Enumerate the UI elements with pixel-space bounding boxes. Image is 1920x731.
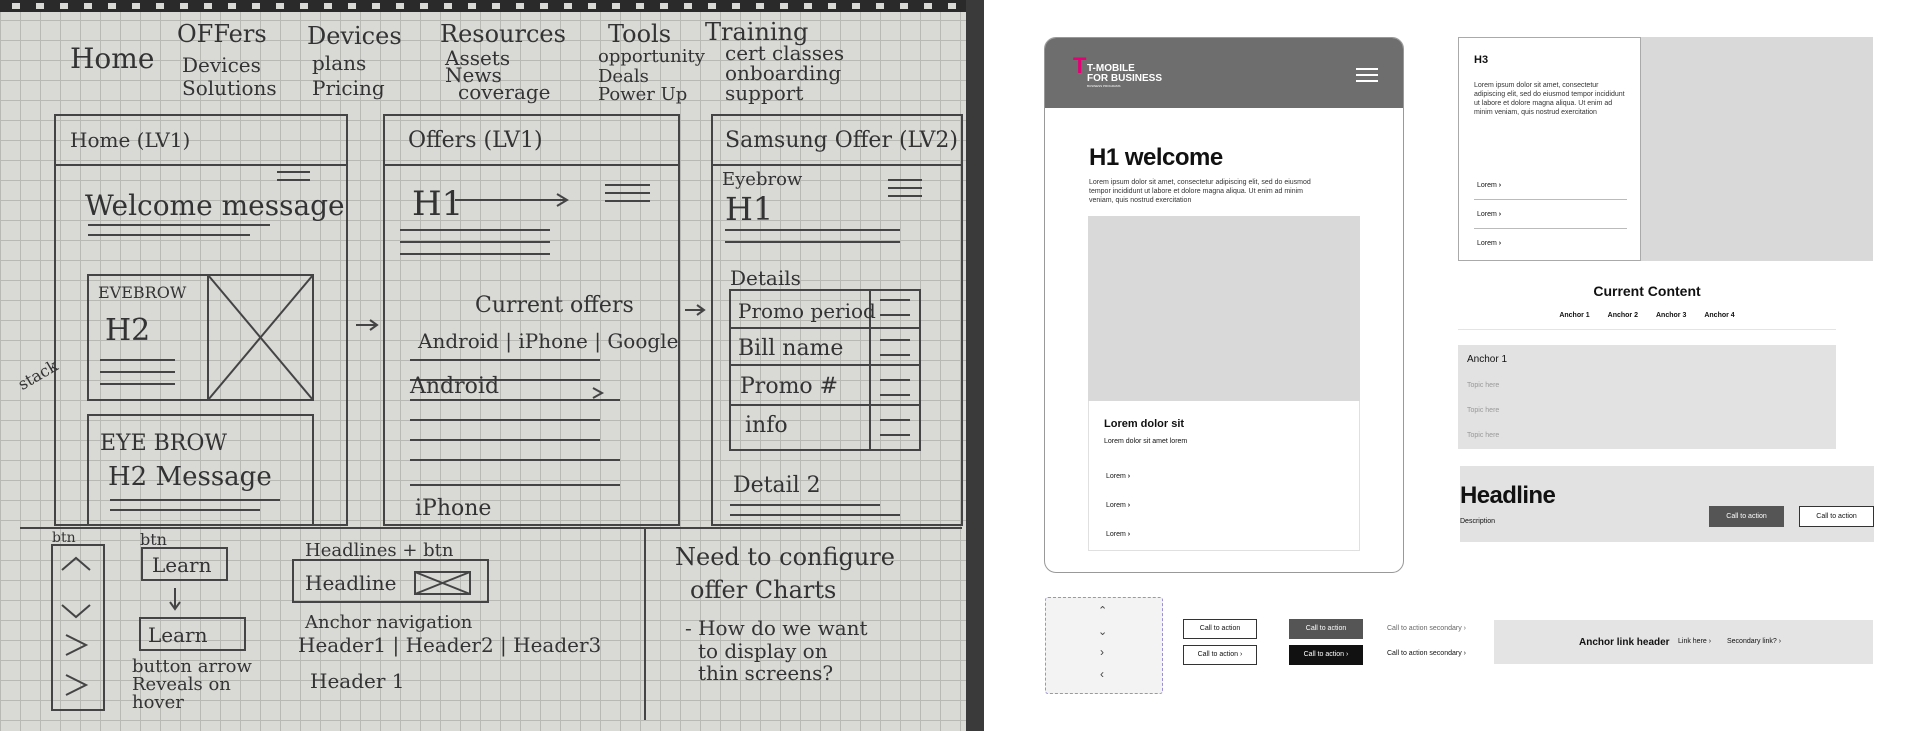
sketch-sub-4-2: support <box>725 81 804 105</box>
anchor-tab-1[interactable]: Anchor 1 <box>1559 312 1590 319</box>
h3-component <box>1458 37 1873 261</box>
sketch-eyebrow1: EVEBROW <box>98 283 187 302</box>
sketch-panel3-eyebrow: Eyebrow <box>722 169 803 190</box>
sketch-nav-resources: Resources <box>440 20 566 48</box>
cta-label: Call to action <box>1303 651 1345 658</box>
chevron-right-icon: › <box>1346 651 1349 658</box>
sketch-nav-training: Training <box>705 18 809 46</box>
anchor-tabs <box>1458 312 1836 319</box>
hamburger-menu-icon[interactable] <box>1356 68 1378 86</box>
sketch-nav-offers: OFFers <box>177 20 267 48</box>
sketch-headlines: Headlines + btn <box>305 540 454 561</box>
banner-description: Description <box>1460 518 1496 525</box>
sketch-android: Android <box>410 374 500 399</box>
cta-secondary-label: Call to action secondary <box>1387 650 1462 657</box>
sketch-panel1-title: Home (LV1) <box>70 128 191 152</box>
sketch-nav-devices: Devices <box>307 22 402 50</box>
sketch-h2: H2 <box>105 313 151 348</box>
sketch-row-1: Bill name <box>738 336 844 361</box>
sketch-welcome: Welcome message <box>85 189 345 222</box>
sketch-note-0: Need to configure <box>675 543 895 571</box>
sketch-panel3-h1: H1 <box>725 190 774 228</box>
sketch-learn1: Learn <box>152 553 212 577</box>
sketch-current-offers: Current offers <box>475 293 634 318</box>
cta-black-arrow-button[interactable] <box>1289 645 1363 665</box>
sketch-row-2: Promo # <box>740 374 839 399</box>
anchor-link-header-title: Anchor link header <box>1579 637 1670 648</box>
divider <box>1458 329 1836 330</box>
sketch-panel3-title: Samsung Offer (LV2) <box>725 128 958 153</box>
chevron-right-icon: › <box>1463 625 1467 632</box>
sketch-stack: stack <box>14 355 62 394</box>
sketch-sub-0-0: Devices <box>182 53 261 77</box>
chevron-right-icon: › <box>1463 650 1467 657</box>
tmobile-t-icon: T <box>1073 53 1087 78</box>
topic-2[interactable]: Topic here <box>1467 407 1500 414</box>
sketch-row-3: info <box>745 413 788 438</box>
page-title: H1 welcome <box>1089 144 1223 171</box>
card-link-2[interactable]: Lorem › <box>1106 502 1130 509</box>
sketch-sub-1-0: plans <box>312 51 367 75</box>
divider <box>1474 199 1627 200</box>
sketch-headers: Header1 | Header2 | Header3 <box>298 633 602 657</box>
link-here-label: Link here <box>1678 638 1707 645</box>
hero-image-placeholder <box>1088 216 1360 401</box>
sketch-nav-tools: Tools <box>608 20 672 48</box>
sketch-arrow-note-0: button arrow <box>132 656 252 677</box>
sketch-panel2-title: Offers (LV1) <box>408 128 543 153</box>
h3-card <box>1458 37 1641 261</box>
h3-link-2[interactable]: Lorem › <box>1477 211 1501 218</box>
logo-top-text: T-MOBILE <box>1087 63 1135 74</box>
h3-image-placeholder <box>1641 37 1873 261</box>
cta-dark-button[interactable]: Call to action <box>1289 619 1363 639</box>
cta-secondary-label: Call to action secondary <box>1387 625 1462 632</box>
cta-outline-button[interactable]: Call to action <box>1183 619 1257 639</box>
cta-secondary-link-gray[interactable] <box>1387 625 1466 632</box>
h3-title: H3 <box>1474 54 1489 66</box>
secondary-link[interactable] <box>1727 638 1781 645</box>
chevron-up-icon[interactable]: ⌃ <box>1098 605 1108 617</box>
card-subtitle: Lorem dolor sit amet lorem <box>1104 438 1188 445</box>
chevron-left-icon[interactable]: ‹ <box>1100 667 1104 681</box>
sketch-sub-3-1: Deals <box>598 66 649 87</box>
sketch-note-2: - How do we want <box>685 616 868 640</box>
tmobile-logo[interactable] <box>1073 53 1163 88</box>
anchor-panel <box>1458 345 1836 449</box>
banner-cta-secondary[interactable]: Call to action <box>1799 506 1874 527</box>
card-link-1[interactable]: Lorem › <box>1106 473 1130 480</box>
sketch-anchor-nav: Anchor navigation <box>305 612 473 633</box>
sketch-sub-1-1: Pricing <box>312 76 385 100</box>
headline-banner <box>1460 466 1874 542</box>
banner-headline: Headline <box>1460 482 1556 509</box>
h3-link-1[interactable]: Lorem › <box>1477 182 1501 189</box>
sketch-sub-4-1: onboarding <box>725 61 842 85</box>
sketch-arrow-note-1: Reveals on <box>132 674 231 695</box>
chevron-down-icon[interactable]: ⌄ <box>1098 626 1108 638</box>
cta-secondary-link[interactable] <box>1387 650 1466 657</box>
sketch-sub-0-1: Solutions <box>182 76 277 100</box>
sketch-note-4: thin screens? <box>698 661 834 685</box>
sketch-btn2: btn <box>140 530 167 549</box>
chevron-right-icon: › <box>1240 651 1243 658</box>
chevron-right-icon: › <box>1778 638 1782 645</box>
sketch-nav-home: Home <box>70 42 155 75</box>
cta-outline-arrow-button[interactable] <box>1183 645 1257 665</box>
cta-label: Call to action <box>1197 651 1239 658</box>
chevron-right-icon: › <box>1708 638 1712 645</box>
mobile-header <box>1045 38 1403 108</box>
sketch-sub-4-0: cert classes <box>725 41 845 65</box>
anchor-tab-4[interactable]: Anchor 4 <box>1704 312 1735 319</box>
sketch-panel2-h1: H1 <box>412 184 464 224</box>
anchor-panel-title: Anchor 1 <box>1467 354 1508 365</box>
secondary-link-label: Secondary link? <box>1727 638 1777 645</box>
banner-cta-primary[interactable]: Call to action <box>1709 506 1784 527</box>
arrow-icons-set <box>1045 597 1163 694</box>
anchor-tab-2[interactable]: Anchor 2 <box>1607 312 1638 319</box>
card-title: Lorem dolor sit <box>1104 418 1185 430</box>
intro-text: Lorem ipsum dolor sit amet, consectetur adipiscing elit, sed do eiusmod tempor incididunt ut labore et dolore magna aliqua. Ut enim ad minim veniam, quis nostrud exercitation <box>1089 179 1311 204</box>
sketch-details: Details <box>730 266 801 290</box>
sketch-detail2: Detail 2 <box>733 473 821 498</box>
h3-body: Lorem ipsum dolor sit amet, consectetur adipiscing elit, sed do eiusmod tempor incididunt ut labore et dolore magna aliqua. Ut enim ad minim veniam, quis nostrud exercitation <box>1474 82 1625 116</box>
sketch-arrow-note-2: hover <box>132 692 184 713</box>
sketch-filters: Android | iPhone | Google <box>418 329 679 353</box>
content-card <box>1088 401 1360 551</box>
sketch-sub-2-2: coverage <box>458 80 551 104</box>
h3-link-3[interactable]: Lorem › <box>1477 240 1501 247</box>
sketch-note-3: to display on <box>698 639 828 663</box>
topic-3[interactable]: Topic here <box>1467 432 1500 439</box>
sketch-sub-3-2: Power Up <box>598 84 688 105</box>
chevron-right-icon[interactable]: › <box>1100 645 1104 659</box>
card-link-3[interactable]: Lorem › <box>1106 531 1130 538</box>
mobile-wireframe <box>1044 37 1404 573</box>
sketch-sub-2-1: News <box>445 63 502 87</box>
sketch-header1: Header 1 <box>310 669 405 693</box>
sketch-sub-3-0: opportunity <box>598 46 705 67</box>
sketch-iphone: iPhone <box>415 496 492 521</box>
sketch-row-0: Promo period <box>738 299 876 323</box>
anchor-tab-3[interactable]: Anchor 3 <box>1656 312 1687 319</box>
sketch-sub-2-0: Assets <box>445 46 511 70</box>
divider <box>1474 228 1627 229</box>
anchor-link-header-bar <box>1494 620 1873 664</box>
sketch-btn1: btn <box>52 530 76 546</box>
sketch-h2msg: H2 Message <box>108 462 272 492</box>
sketch-headline: Headline <box>305 571 397 595</box>
sketch-eyebrow2: EYE BROW <box>100 431 228 456</box>
sketch-learn2: Learn <box>148 623 208 647</box>
logo-small-text: BUSINESS PROGRAMS <box>1087 84 1121 88</box>
logo-bottom-text: FOR BUSINESS <box>1087 73 1163 84</box>
sketch-note-1: offer Charts <box>690 576 837 604</box>
topic-1[interactable]: Topic here <box>1467 382 1500 389</box>
link-here[interactable] <box>1678 638 1711 645</box>
current-content-title: Current Content <box>1593 283 1701 299</box>
